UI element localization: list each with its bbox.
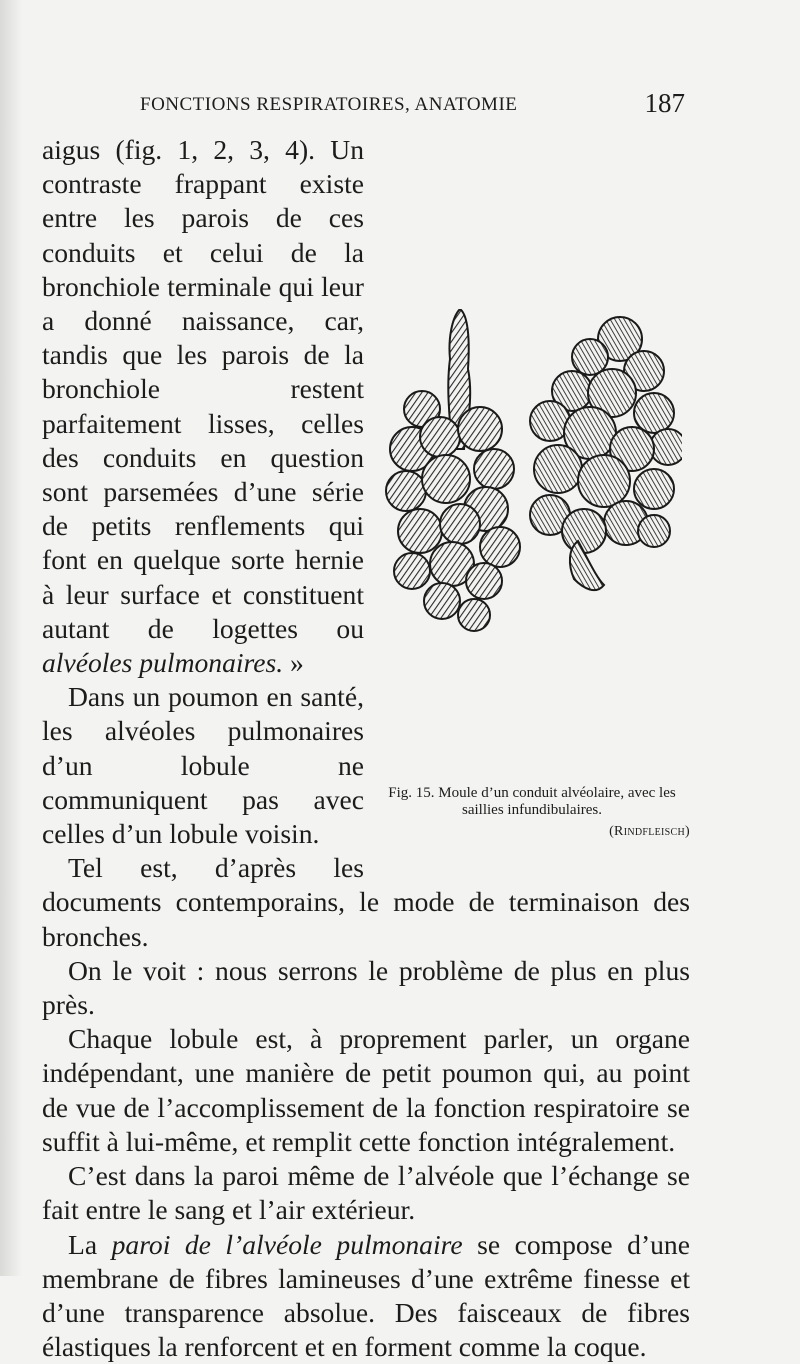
right-cast (530, 317, 682, 590)
paragraph-6: C’est dans la paroi même de l’alvéole que l’échange se fait entre le sang et l’air extérieur. (42, 1159, 690, 1227)
running-head: FONCTIONS RESPIRATOIRES, ANATOMIE (140, 94, 517, 116)
caption-source: (Rindfleisch) (374, 823, 690, 840)
alveolar-duct-cast-illustration (382, 309, 682, 779)
page-number: 187 (645, 88, 686, 119)
italic-paroi-alveole: paroi de l’alvéole pulmonaire (112, 1229, 463, 1260)
paragraph-1: aigus (fig. 1, 2, 3, 4). Un contraste frappant existe entre les parois de ces conduits et celui de la bronchiole terminale qui leur a donné naissance, car, tandis que les parois de la bronchiole restent parfaitement lisses, celles des conduits en question sont parsemées d’une série de petits renflements qui font en quelque sorte hernie à leur surface et constituent autant de logettes ou alvéoles pulmonaires. » (42, 133, 690, 680)
left-cast (386, 309, 520, 631)
paragraph-4: On le voit : nous serrons le problème de plus en plus près. (42, 954, 690, 1022)
page-header (140, 88, 685, 122)
paragraph-7: La paroi de l’alvéole pulmonaire se compose d’une membrane de fibres lamineuses d’une extrême finesse et d’une transparence absolue. Des faisceaux de fibres élastiques la renforcent et en forment comme la coque. (42, 1228, 690, 1364)
body-text (42, 133, 690, 1364)
page-gutter-shade (0, 0, 22, 1276)
caption-text: Fig. 15. Moule d’un conduit alvéolaire, avec les saillies infundibulaires. (388, 785, 675, 818)
figure-caption (374, 785, 690, 840)
paragraph-2: Dans un poumon en santé, les alvéoles pulmonaires d’un lobule ne communiquent pas avec celles d’un lobule voisin. (42, 680, 690, 851)
paragraph-5: Chaque lobule est, à proprement parler, un organe indépendant, une manière de petit poumon qui, au point de vue de l’accomplissement de la fonction respiratoire se suffit à lui-même, et remplit cette fonction intégralement. (42, 1022, 690, 1159)
figure-15 (374, 309, 690, 855)
paragraph-3: Tel est, d’après les documents contemporains, le mode de terminaison des bronches. (42, 851, 690, 954)
italic-alveoles-pulmonaires: alvéoles pulmonaires. (42, 647, 283, 678)
